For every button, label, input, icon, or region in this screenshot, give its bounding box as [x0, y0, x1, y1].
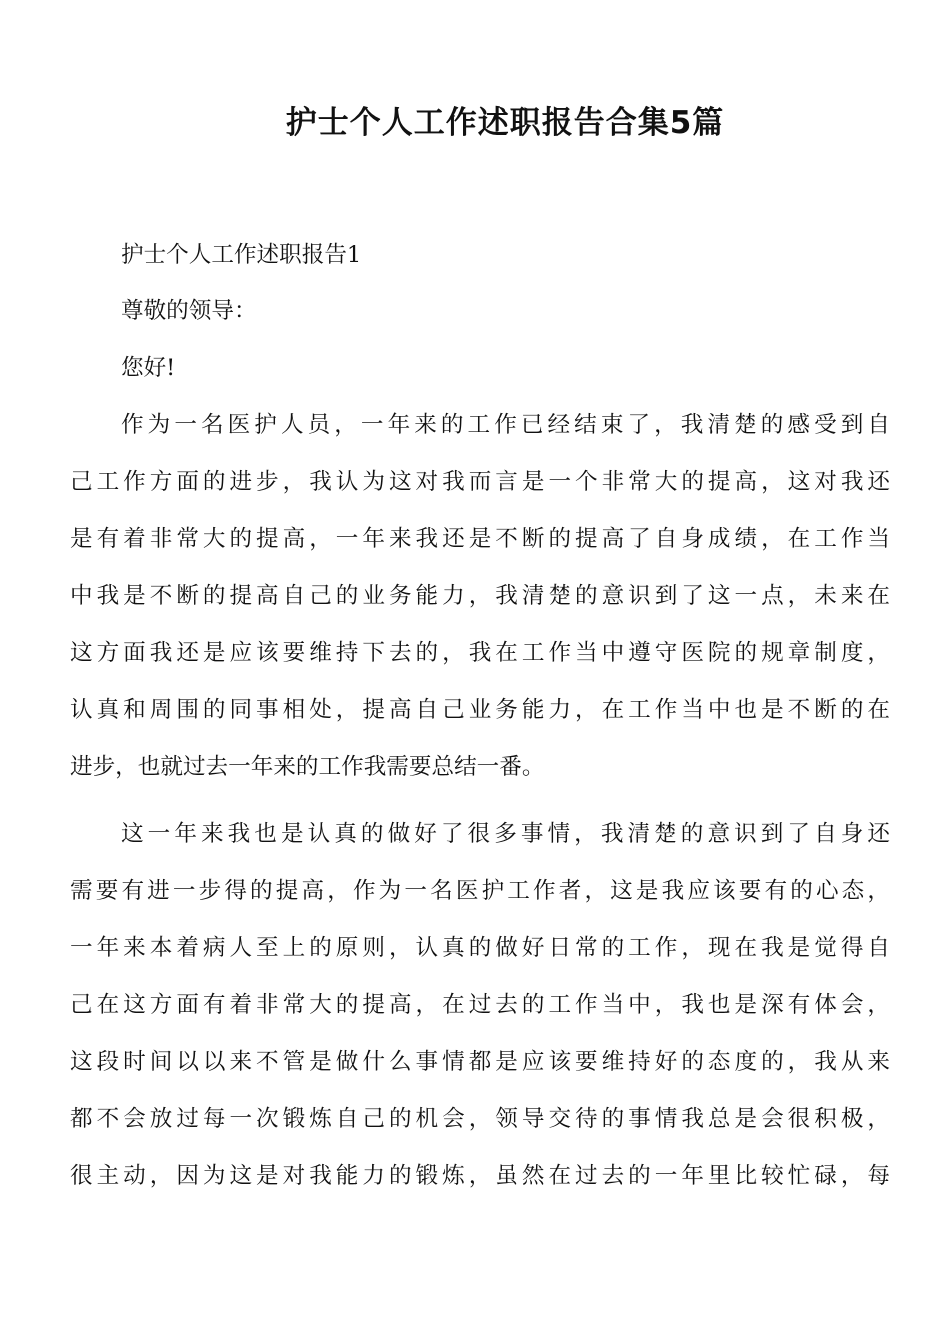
- greeting: 您好!: [121, 355, 176, 381]
- paragraph2-line: 需要有进一步得的提高，作为一名医护工作者，这是我应该要有的心态，: [70, 878, 890, 904]
- paragraph1-line: 是有着非常大的提高，一年来我还是不断的提高了自身成绩，在工作当: [70, 526, 890, 552]
- paragraph1-line: 中我是不断的提高自己的业务能力，我清楚的意识到了这一点，未来在: [70, 583, 890, 609]
- paragraph1-line: 己工作方面的进步，我认为这对我而言是一个非常大的提高，这对我还: [70, 469, 890, 495]
- section-heading: 护士个人工作述职报告1: [121, 242, 362, 268]
- document-title: 护士个人工作述职报告合集5篇: [285, 105, 725, 141]
- paragraph1-line: 作为一名医护人员，一年来的工作已经结束了，我清楚的感受到自: [121, 412, 890, 438]
- paragraph2-line: 很主动，因为这是对我能力的锻炼，虽然在过去的一年里比较忙碌，每: [70, 1163, 890, 1189]
- paragraph2-line: 都不会放过每一次锻炼自己的机会，领导交待的事情我总是会很积极，: [70, 1106, 890, 1132]
- paragraph2-line: 己在这方面有着非常大的提高，在过去的工作当中，我也是深有体会，: [70, 992, 890, 1018]
- paragraph2-line: 这一年来我也是认真的做好了很多事情，我清楚的意识到了自身还: [121, 821, 890, 847]
- paragraph2-line: 一年来本着病人至上的原则，认真的做好日常的工作，现在我是觉得自: [70, 935, 890, 961]
- paragraph2-line: 这段时间以以来不管是做什么事情都是应该要维持好的态度的，我从来: [70, 1049, 890, 1075]
- salutation: 尊敬的领导：: [121, 298, 257, 324]
- paragraph1-line: 进步，也就过去一年来的工作我需要总结一番。: [70, 754, 545, 780]
- paragraph1-line: 认真和周围的同事相处，提高自己业务能力，在工作当中也是不断的在: [70, 697, 890, 723]
- paragraph1-line: 这方面我还是应该要维持下去的，我在工作当中遵守医院的规章制度，: [70, 640, 890, 666]
